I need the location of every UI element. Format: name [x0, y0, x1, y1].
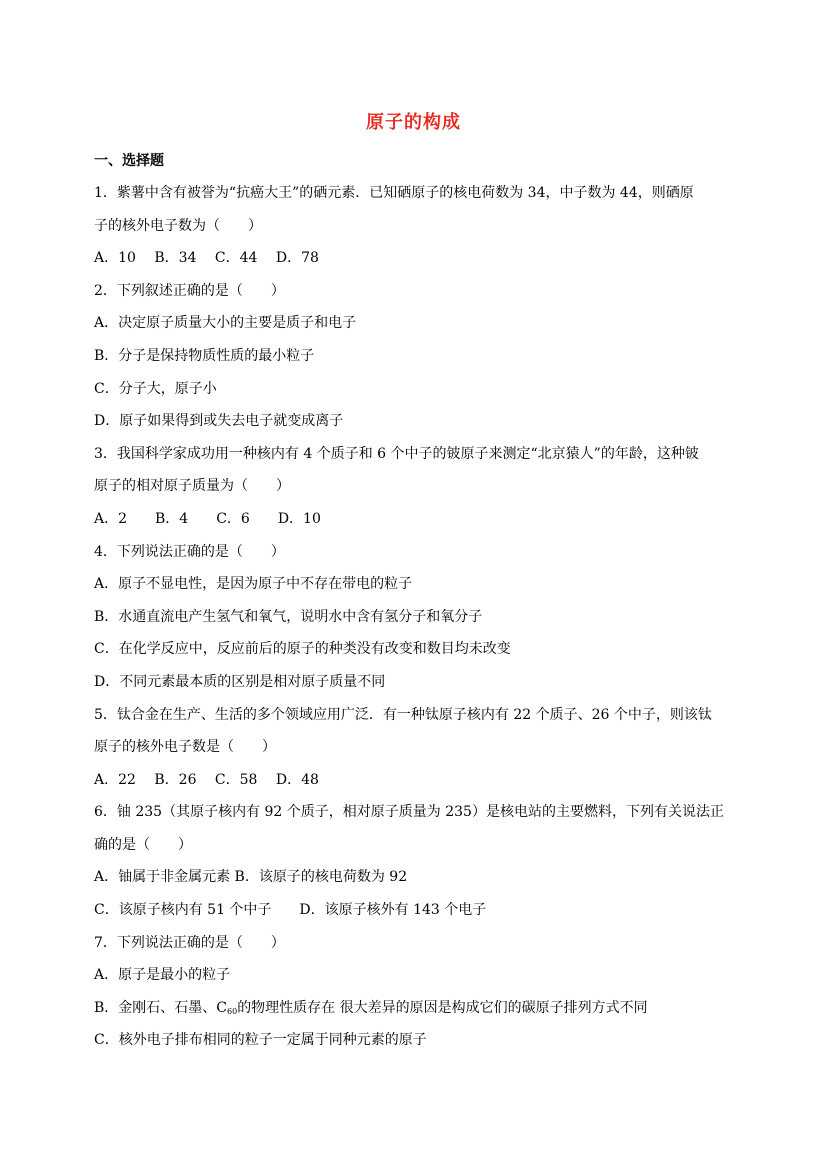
answer-option: B．分子是保持物质性质的最小粒子	[94, 347, 315, 364]
text-line: 原子的相对原子质量为（ ）	[94, 478, 290, 495]
text-fragment: B．金刚石、石墨、C	[94, 999, 227, 1016]
text-line: 4．下列说法正确的是（ ）	[94, 543, 285, 560]
answer-options: A．22 B．26 C．58 D．48	[94, 771, 319, 788]
section-heading: 一、选择题	[94, 153, 164, 169]
answer-options: A．铀属于非金属元素 B．该原子的核电荷数为 92	[94, 869, 408, 886]
answer-option: D．不同元素最本质的区别是相对原子质量不同	[94, 673, 386, 690]
text-line: 确的是（ ）	[94, 836, 192, 853]
text-line: 原子的核外电子数是（ ）	[94, 739, 276, 756]
answer-option: A．原子是最小的粒子	[94, 967, 231, 984]
text-line: 6．铀 235（其原子核内有 92 个质子，相对原子质量为 235）是核电站的主要燃料，下列有关说法正	[94, 804, 724, 821]
answer-option: A．原子不显电性，是因为原子中不存在带电的粒子	[94, 576, 413, 593]
document-title: 原子的构成	[366, 112, 461, 133]
subscript-60: 60	[227, 1006, 238, 1016]
text-line: 3．我国科学家成功用一种核内有 4 个质子和 6 个中子的铍原子来测定“北京猿人”的年龄，这种铍	[94, 445, 699, 462]
question-list	[94, 177, 754, 1057]
text-fragment: 的物理性质存在 很大差异的原因是构成它们的碳原子排列方式不同	[237, 999, 648, 1016]
answer-option: C．在化学反应中，反应前后的原子的种类没有改变和数目均未改变	[94, 641, 511, 658]
answer-options: A．2 B．4 C．6 D．10	[94, 510, 321, 527]
answer-option	[94, 992, 754, 1025]
text-line: 子的核外电子数为（ ）	[94, 217, 262, 234]
answer-option: A．决定原子质量大小的主要是质子和电子	[94, 315, 357, 332]
text-line: 1．紫薯中含有被誉为“抗癌大王”的硒元素．已知硒原子的核电荷数为 34，中子数为 44，则硒原	[94, 185, 694, 201]
answer-option: C．分子大，原子小	[94, 380, 217, 397]
answer-option: C．核外电子排布相同的粒子一定属于同种元素的原子	[94, 1032, 427, 1049]
answer-options: A．10 B．34 C．44 D．78	[94, 250, 319, 267]
text-line: 7．下列说法正确的是（ ）	[94, 934, 285, 951]
answer-option: B．水通直流电产生氢气和氧气，说明水中含有氢分子和氧分子	[94, 608, 483, 625]
text-line: 2．下列叙述正确的是（ ）	[94, 282, 285, 299]
answer-option: D．原子如果得到或失去电子就变成离子	[94, 413, 344, 430]
answer-options: C．该原子核内有 51 个中子 D．该原子核外有 143 个电子	[94, 902, 487, 919]
text-line: 5．钛合金在生产、生活的多个领域应用广泛．有一种钛原子核内有 22 个质子、26 个中子，则该钛	[94, 706, 712, 723]
